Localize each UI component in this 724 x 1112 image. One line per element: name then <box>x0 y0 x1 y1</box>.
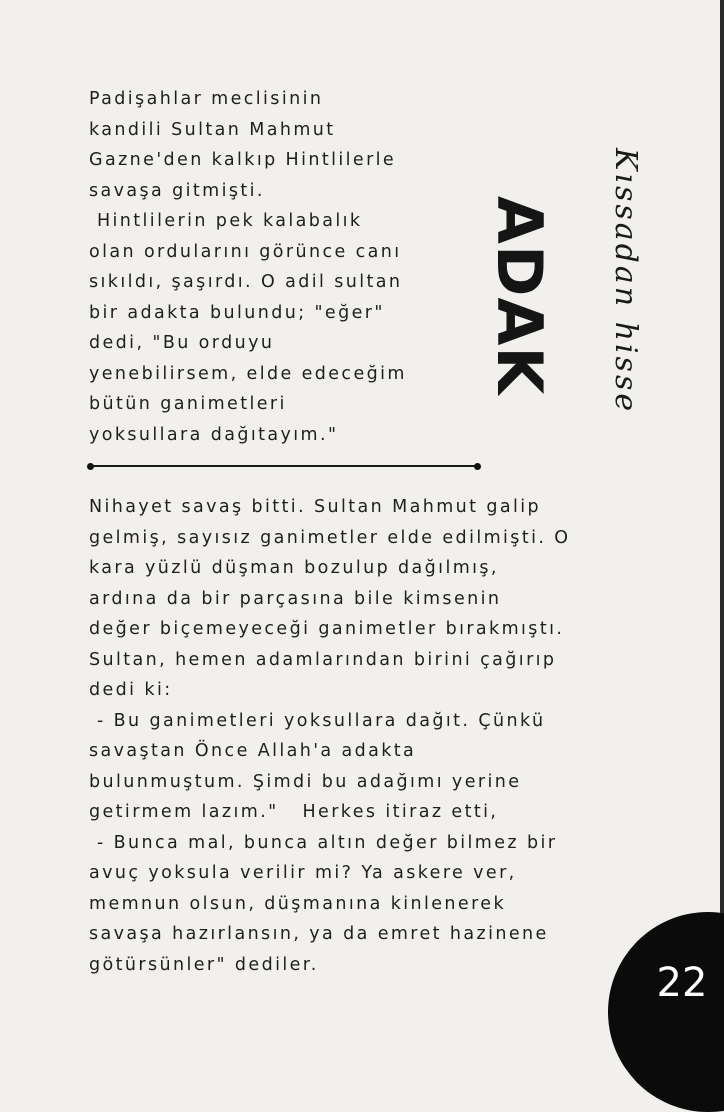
story-paragraph-intro: Padişahlar meclisinin kandili Sultan Mahmut Gazne'den kalkıp Hintlilerle savaşa gitmişti. Hintlilerin pek kalabalık olan ordularını görünce canı sıkıldı, şaşırdı. O adil sultan bir adakta bulundu; "eğer" dedi, "Bu orduyu yenebilirsem, elde edeceğim bütün ganimetleri yoksullara dağıtayım." <box>89 89 407 445</box>
divider-dot-right <box>474 463 481 470</box>
section-divider <box>90 465 478 467</box>
page-title: ADAK <box>483 196 556 396</box>
page-edge <box>720 0 724 1024</box>
page-subtitle: Kıssadan hisse <box>608 148 643 415</box>
page-number: 22 <box>656 960 708 1006</box>
story-paragraph-main: Nihayet savaş bitti. Sultan Mahmut galip gelmiş, sayısız ganimetler elde edilmişti. O kara yüzlü düşman bozulup dağılmış, ardına da bir parçasına bile kimsenin değer biçemeyeceği ganimetler bırakmıştı. Sultan, hemen adamlarından birini çağırıp dedi ki: - Bu ganimetleri yoksullara dağıt. Çünkü savaştan Önce Allah'a adakta bulunmuştum. Şimdi bu adağımı yerine getirmem lazım." Herkes itiraz etti, - Bunca mal, bunca altın değer bilmez bir avuç yoksula verilir mi? Ya askere ver, memnun olsun, düşmanına kinlenerek savaşa hazırlansın, ya da emret hazinene götürsünler" dediler. <box>89 497 571 975</box>
